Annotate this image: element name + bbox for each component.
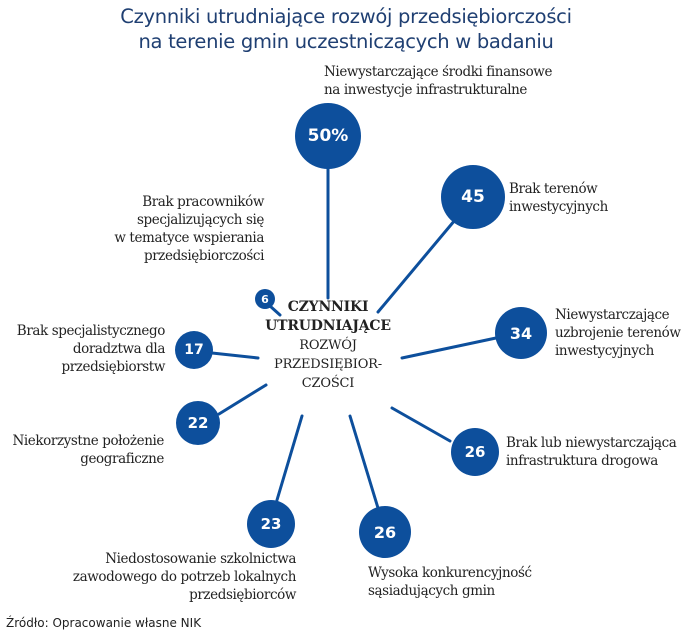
label-line: Niewystarczające [555, 307, 670, 323]
node-label-26-competition [368, 564, 532, 600]
node-label-22 [12, 432, 164, 468]
node-label-50 [324, 63, 552, 99]
node-value: 6 [261, 292, 269, 306]
label-line: Wysoka konkurencyjność [368, 565, 532, 581]
label-line: uzbrojenie terenów [555, 325, 681, 341]
center-line-2: UTRUDNIAJĄCE [265, 318, 391, 334]
label-line: infrastruktura drogowa [506, 453, 658, 469]
label-line: przedsiębiorstw [61, 359, 165, 375]
label-line: Brak specjalistycznego [16, 323, 165, 339]
label-line: Niewystarczające środki finansowe [324, 64, 553, 80]
center-line-3: ROZWÓJ [299, 338, 357, 353]
node-label-45 [509, 180, 608, 216]
node-value: 34 [509, 323, 533, 343]
title-line-1: Czynniki utrudniające rozwój przedsiębiorczości [120, 5, 572, 28]
label-line: w tematyce wspierania [114, 230, 264, 246]
label-line: na inwestycje infrastrukturalne [324, 82, 528, 98]
source-note: Źródło: Opracowanie własne NIK [6, 616, 202, 630]
node-circle-45 [441, 165, 505, 229]
connector-26-competition [350, 416, 378, 508]
connector-26-road [392, 408, 450, 441]
node-label-6 [114, 193, 264, 265]
node-value: 22 [187, 414, 209, 432]
label-line: przedsiębiorczości [143, 248, 264, 264]
node-circle-23 [247, 500, 295, 548]
label-line: zawodowego do potrzeb lokalnych [72, 569, 296, 585]
node-value: 45 [461, 187, 485, 207]
node-label-23 [73, 550, 296, 604]
label-line: Brak pracowników [142, 194, 264, 210]
node-value: 17 [184, 342, 204, 358]
node-circle-22 [176, 401, 220, 445]
node-label-34 [555, 306, 681, 360]
node-circle-17 [175, 331, 213, 369]
label-line: sąsiadujących gmin [368, 583, 495, 599]
label-line: Niedostosowanie szkolnictwa [105, 551, 296, 567]
connector-34 [402, 338, 496, 358]
label-line: doradztwa dla [72, 341, 165, 357]
label-line: Brak terenów [509, 181, 598, 197]
label-line: inwestycyjnych [509, 199, 608, 215]
node-circle-50 [295, 103, 361, 169]
title-line-2: na terenie gmin uczestniczących w badaniu [138, 30, 554, 53]
connector-23 [277, 416, 302, 500]
node-circle-26-road [451, 428, 499, 476]
node-label-26-road [506, 434, 676, 470]
center-line-5: CZOŚCI [301, 376, 355, 391]
node-label-17 [17, 322, 165, 376]
node-value: 23 [260, 515, 282, 533]
label-line: Brak lub niewystarczająca [506, 435, 677, 451]
node-value: 26 [373, 522, 397, 542]
node-value: 50% [307, 126, 349, 146]
label-line: Niekorzystne położenie [12, 433, 164, 449]
label-line: geograficzne [80, 451, 164, 467]
node-value: 26 [464, 443, 486, 461]
center-label [248, 298, 408, 393]
center-line-4: PRZEDSIĘBIOR- [274, 357, 382, 372]
node-circle-34 [495, 307, 547, 359]
center-line-1: CZYNNIKI [287, 299, 369, 315]
label-line: przedsiębiorców [189, 587, 296, 603]
node-circle-26-competition [359, 506, 411, 558]
label-line: inwestycyjnych [555, 343, 654, 359]
label-line: specjalizujących się [136, 212, 264, 228]
